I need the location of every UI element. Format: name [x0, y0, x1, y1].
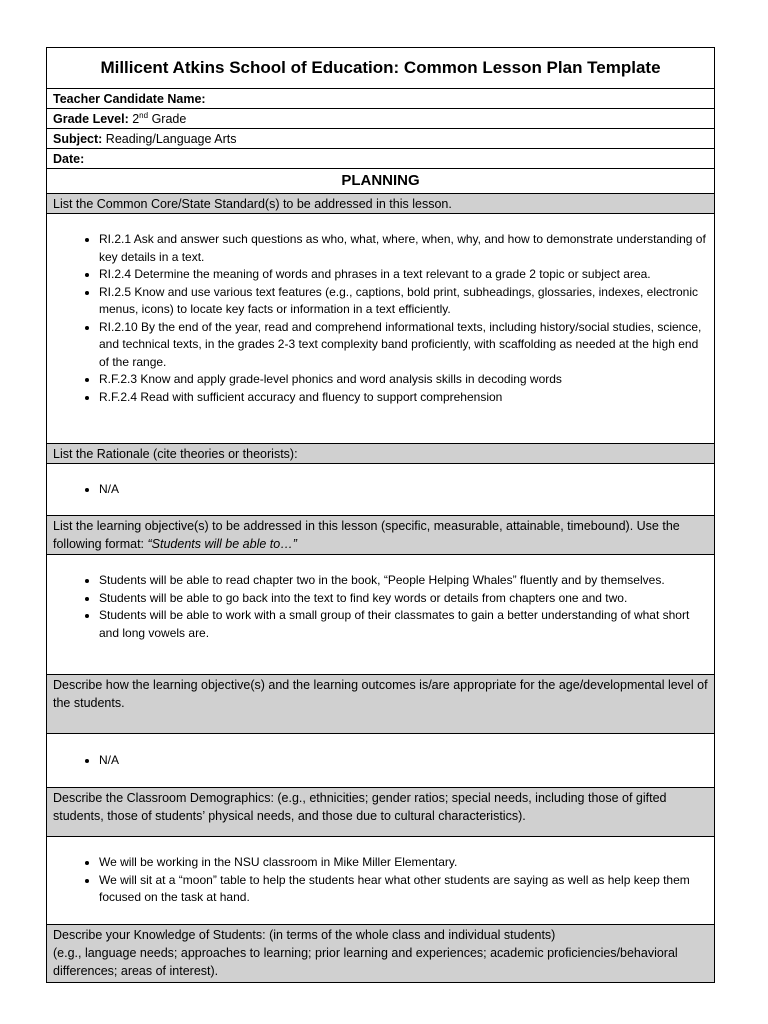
- knowledge-prompt: [47, 925, 715, 983]
- demographics-prompt: Describe the Classroom Demographics: (e.g., ethnicities; gender ratios; special needs, including those of gifted students, those of students’ physical needs, and those due to cultural characteristics).: [47, 788, 715, 837]
- subject-row: [47, 129, 715, 149]
- grade-level-row: [47, 109, 715, 129]
- list-item: • We will sit at a “moon” table to help the students hear what other students are saying as well as help keep them focused on the task at hand.: [99, 872, 708, 907]
- objectives-prompt-text: List the learning objective(s) to be addressed in this lesson (specific, measurable, attainable, timebound). Use the following format:: [53, 519, 680, 551]
- list-item: • RI.2.1 Ask and answer such questions as who, what, where, when, why, and how to demonstrate understanding of key details in a text.: [99, 231, 708, 266]
- list-item: • R.F.2.3 Know and apply grade-level phonics and word analysis skills in decoding words: [99, 371, 708, 389]
- demographics-content: [47, 837, 715, 925]
- subject-label: Subject:: [53, 131, 103, 146]
- objectives-prompt: [47, 516, 715, 555]
- standards-content: [47, 214, 715, 444]
- list-item: • Students will be able to work with a small group of their classmates to gain a better understanding of what short and long vowels are.: [99, 607, 708, 642]
- list-item: • N/A: [99, 752, 708, 770]
- list-item: • We will be working in the NSU classroom in Mike Miller Elementary.: [99, 854, 708, 872]
- date-label: Date:: [53, 151, 85, 166]
- knowledge-prompt-line2: (e.g., language needs; approaches to learning; prior learning and experiences; academic proficiencies/behavioral differences; areas of interest).: [53, 946, 678, 978]
- grade-level-number: 2: [132, 111, 140, 126]
- appropriateness-list: [53, 752, 708, 770]
- date-row: [47, 149, 715, 169]
- objectives-list: [53, 572, 708, 642]
- teacher-name-label: Teacher Candidate Name:: [53, 91, 206, 106]
- planning-heading: PLANNING: [47, 169, 715, 194]
- list-item: • N/A: [99, 481, 708, 499]
- objectives-content: [47, 555, 715, 675]
- appropriateness-content: [47, 734, 715, 788]
- list-item: • R.F.2.4 Read with sufficient accuracy and fluency to support comprehension: [99, 389, 708, 407]
- lesson-plan-table: [46, 47, 715, 983]
- knowledge-prompt-line1: Describe your Knowledge of Students: (in terms of the whole class and individual students): [53, 928, 556, 942]
- list-item: • RI.2.10 By the end of the year, read and comprehend informational texts, including history/social studies, science, and technical texts, in the grades 2-3 text complexity band proficiently, with scaffolding as needed at the high end of the range.: [99, 319, 708, 372]
- list-item: • Students will be able to go back into the text to find key words or details from chapters one and two.: [99, 590, 708, 608]
- standards-prompt: List the Common Core/State Standard(s) to be addressed in this lesson.: [47, 194, 715, 214]
- grade-level-suffix: nd: [139, 110, 149, 120]
- objectives-prompt-format: “Students will be able to…”: [147, 537, 297, 551]
- rationale-list: [53, 481, 708, 499]
- list-item: • RI.2.4 Determine the meaning of words and phrases in a text relevant to a grade 2 topic or subject area.: [99, 266, 708, 284]
- document-title: Millicent Atkins School of Education: Common Lesson Plan Template: [47, 48, 715, 89]
- teacher-name-row: [47, 89, 715, 109]
- demographics-list: [53, 854, 708, 907]
- appropriateness-prompt: Describe how the learning objective(s) and the learning outcomes is/are appropriate for the age/developmental level of the students.: [47, 675, 715, 734]
- rationale-content: [47, 464, 715, 516]
- list-item: • RI.2.5 Know and use various text features (e.g., captions, bold print, subheadings, glossaries, indexes, electronic menus, icons) to locate key facts or information in a text efficiently.: [99, 284, 708, 319]
- grade-level-label: Grade Level:: [53, 111, 129, 126]
- rationale-prompt: List the Rationale (cite theories or theorists):: [47, 444, 715, 464]
- grade-level-word: Grade: [151, 111, 187, 126]
- subject-value: Reading/Language Arts: [105, 131, 237, 146]
- standards-list: [53, 231, 708, 406]
- list-item: • Students will be able to read chapter two in the book, “People Helping Whales” fluently and by themselves.: [99, 572, 708, 590]
